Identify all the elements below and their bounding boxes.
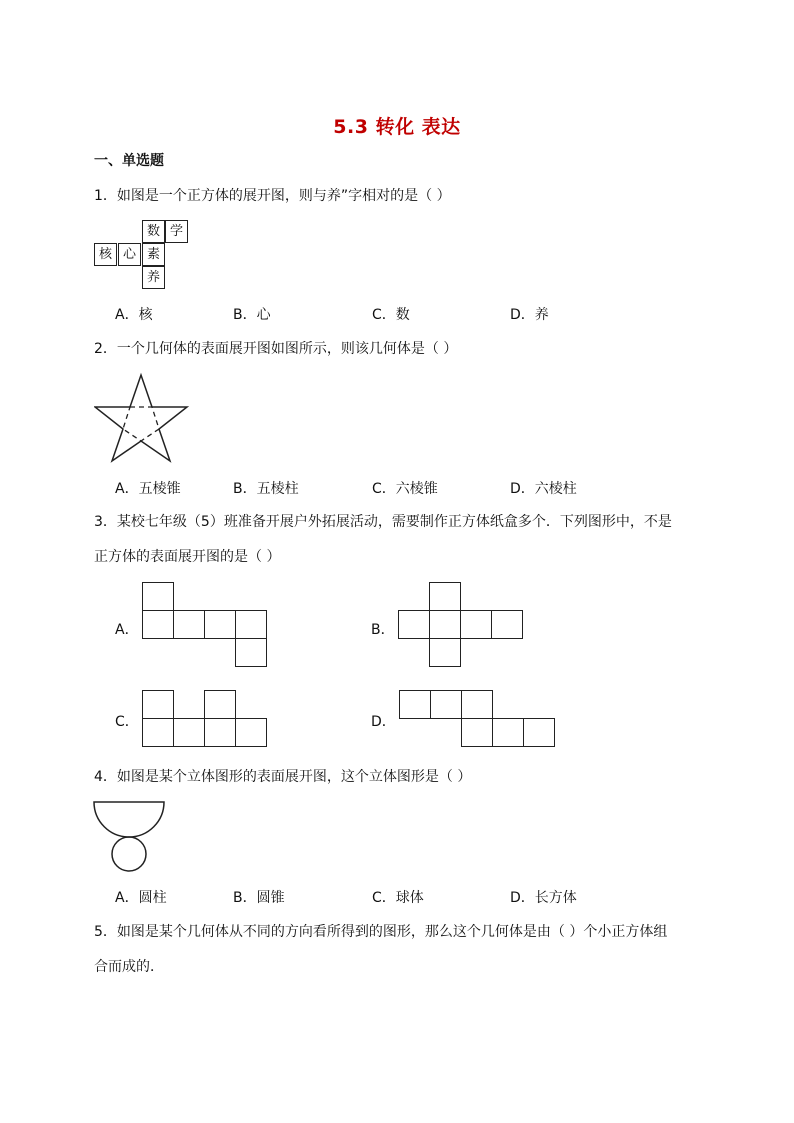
net-square (142, 690, 174, 719)
net-square (429, 610, 461, 639)
net-square (460, 610, 492, 639)
net-square (173, 610, 205, 639)
question-4 (94, 766, 471, 788)
net-square (142, 610, 174, 639)
question-3-continued: 正方体的表面展开图的是（ ） (94, 549, 281, 565)
option-b-label[interactable]: B． (371, 622, 395, 638)
section-heading: 一、单选题 (94, 153, 164, 169)
question-5-continued: 合而成的． (94, 959, 164, 975)
question-1 (94, 185, 451, 207)
net-square (461, 690, 493, 719)
question-number: 5． (94, 924, 117, 940)
net-square (235, 638, 267, 667)
net-square (142, 718, 174, 747)
option-d[interactable]: D．六棱柱 (510, 481, 577, 497)
net-square (523, 718, 555, 747)
option-d[interactable]: D．养 (510, 307, 549, 323)
question-text: 如图是某个几何体从不同的方向看所得到的图形，那么这个几何体是由（ ）个小正方体组 (116, 924, 668, 940)
net-square (399, 690, 431, 719)
question-5 (94, 921, 667, 943)
option-b[interactable]: B．圆锥 (233, 890, 285, 906)
question-number: 3． (94, 514, 117, 530)
page-title: 5.3 转化 表达 (333, 116, 461, 138)
net-square (429, 638, 461, 667)
option-a[interactable]: A．五棱锥 (115, 481, 181, 497)
option-c[interactable]: C．六棱锥 (372, 481, 438, 497)
net-square (235, 610, 267, 639)
net-cell: 心 (118, 243, 141, 266)
question-3 (94, 511, 672, 533)
net-square (235, 718, 267, 747)
net-cell: 数 (142, 220, 165, 243)
net-cell: 学 (165, 220, 188, 243)
question-number: 1． (94, 188, 117, 204)
option-a[interactable]: A．核 (115, 307, 153, 323)
question-number: 2． (94, 341, 117, 357)
question-text: 如图是某个立体图形的表面展开图，这个立体图形是（ ） (116, 769, 472, 785)
star-net-figure (94, 372, 190, 464)
option-d[interactable]: D．长方体 (510, 890, 577, 906)
question-text: 如图是一个正方体的展开图，则与养”字相对的是（ ） (116, 188, 451, 204)
option-b[interactable]: B．五棱柱 (233, 481, 299, 497)
net-cell: 素 (142, 243, 165, 266)
option-a[interactable]: A．圆柱 (115, 890, 167, 906)
cube-net-figure (94, 220, 194, 290)
net-square (492, 718, 524, 747)
net-square (491, 610, 523, 639)
question-number: 4． (94, 769, 117, 785)
net-square (204, 718, 236, 747)
option-b[interactable]: B．心 (233, 307, 271, 323)
net-square (173, 718, 205, 747)
option-d-label[interactable]: D． (371, 714, 396, 730)
option-a-label[interactable]: A． (115, 622, 139, 638)
net-square (430, 690, 462, 719)
net-square (142, 582, 174, 611)
net-square (204, 690, 236, 719)
question-2 (94, 338, 457, 360)
option-c[interactable]: C．球体 (372, 890, 424, 906)
cone-net-figure (92, 800, 166, 872)
net-square (398, 610, 430, 639)
question-text: 一个几何体的表面展开图如图所示，则该几何体是（ ） (116, 341, 458, 357)
question-text: 某校七年级（5）班准备开展户外拓展活动，需要制作正方体纸盒多个．下列图形中，不是 (116, 514, 672, 530)
option-c-label[interactable]: C． (115, 714, 139, 730)
net-square (204, 610, 236, 639)
net-cell: 养 (142, 266, 165, 289)
net-square (461, 718, 493, 747)
option-c[interactable]: C．数 (372, 307, 410, 323)
net-cell: 核 (94, 243, 117, 266)
net-square (429, 582, 461, 611)
